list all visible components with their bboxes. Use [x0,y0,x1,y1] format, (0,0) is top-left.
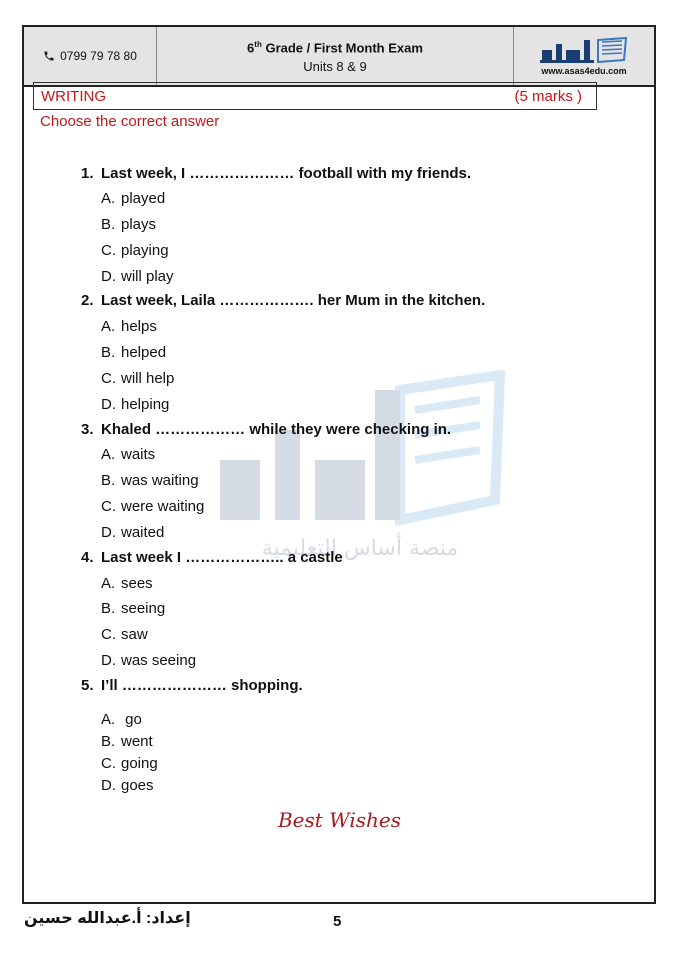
q1-option-a[interactable]: A. played [101,190,166,207]
question-3: 3. Khaled ……………… while they were checking in. [81,421,452,438]
q4-option-d[interactable]: D. was seeing [101,652,197,669]
q5-option-b[interactable]: B. went [101,733,153,750]
q4-option-c[interactable]: C. saw [101,626,148,643]
q3-option-c[interactable]: C. were waiting [101,498,205,515]
q2-option-c[interactable]: C. will help [101,370,175,387]
question-2: 2. Last week, Laila ………………. her Mum in the kitchen. [81,292,486,309]
question-4: 4. Last week I ……………….. a castle [81,549,343,566]
q4-option-a[interactable]: A. sees [101,575,153,592]
q2-option-b[interactable]: B. helped [101,344,167,361]
phone-cell [24,27,157,85]
footer-author: إعداد: أ.عبدالله حسين [24,910,191,927]
best-wishes: Best Wishes [277,808,402,832]
question-5: 5. I’ll ………………… shopping. [81,677,303,694]
q5-option-c[interactable]: C. going [101,755,158,772]
title-line: 6th Grade / First Month Exam [247,40,423,56]
exam-header [24,27,654,87]
section-marks: (5 marks ) [514,87,582,105]
q5-option-a[interactable]: A. go [101,711,142,728]
page-number: 5 [333,913,342,930]
asas-logo [513,27,654,85]
question-1: 1. Last week, I ………………… football with my friends. [81,165,472,182]
q1-option-c[interactable]: C. playing [101,242,169,259]
q3-option-d[interactable]: D. waited [101,524,165,541]
q2-option-a[interactable]: A. helps [101,318,157,335]
asas-watermark [210,370,510,570]
section-title: WRITING [41,87,106,105]
units-subtitle: Units 8 & 9 [303,58,367,74]
q1-option-b[interactable]: B. plays [101,216,157,233]
q4-option-b[interactable]: B. seeing [101,600,166,617]
phone-icon [43,50,55,62]
writing-section-box [33,82,597,110]
q3-option-b[interactable]: B. was waiting [101,472,199,489]
instruction-text: Choose the correct answer [40,113,220,130]
q2-option-d[interactable]: D. helping [101,396,170,413]
logo-site-url: www.asas4edu.com [541,66,627,76]
phone-number: 0799 79 78 80 [60,49,137,63]
watermark-tagline: منصة أساس التعليمية [261,536,459,561]
q5-option-d[interactable]: D. goes [101,777,154,794]
exam-title [157,27,513,85]
q1-option-d[interactable]: D. will play [101,268,174,285]
q3-option-a[interactable]: A. waits [101,446,156,463]
logo-book-icon [538,36,630,64]
